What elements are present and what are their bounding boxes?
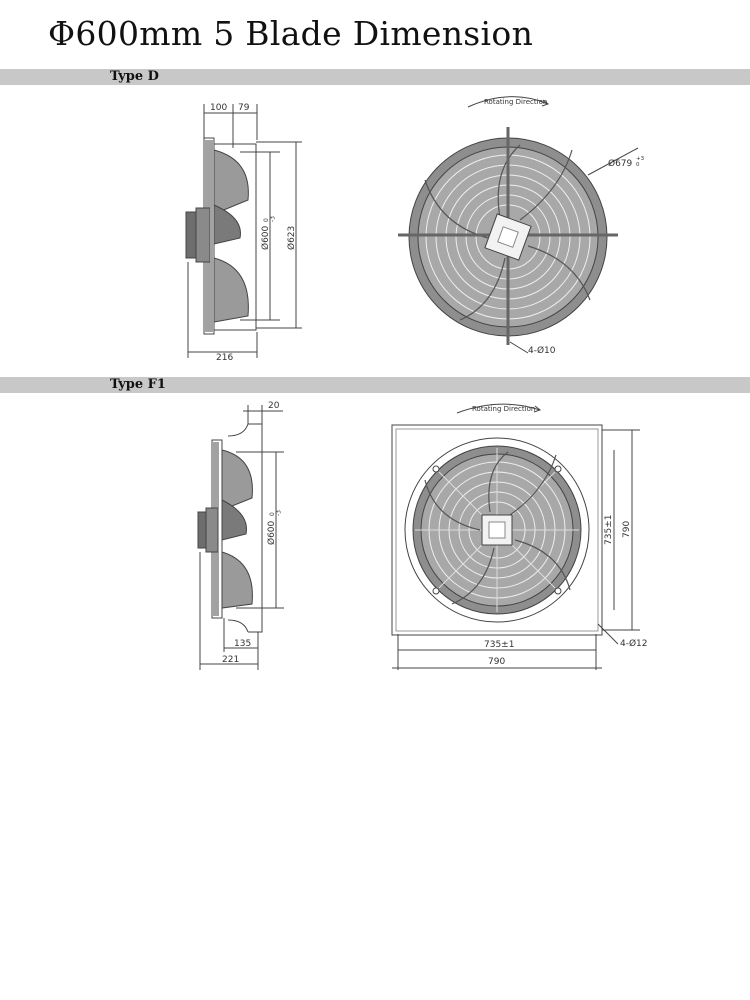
type-f1-dim-inner-h: 735±1	[484, 640, 515, 650]
type-f1-drawing	[0, 393, 750, 685]
type-d-drawing	[0, 85, 750, 377]
type-d-dim-outer-tol: +3 0	[636, 156, 645, 169]
type-d-dim-diam-a: Ø600	[261, 225, 271, 250]
type-f1-holes: 4-Ø12	[620, 639, 648, 649]
section-band-type-f1	[0, 377, 750, 393]
type-d-dim-outer: Ø679	[608, 159, 633, 169]
type-f1-front-view	[392, 404, 640, 670]
type-f1-dim-outer-v: 790	[622, 520, 632, 538]
type-d-side-view	[186, 104, 302, 358]
type-d-front-view	[398, 97, 638, 353]
type-d-holes: 4-Ø10	[528, 346, 556, 356]
type-f1-rotating-direction: Rotating Direction	[472, 405, 536, 413]
type-f1-dim-inner-v: 735±1	[604, 514, 614, 545]
type-f1-dim-outer-h: 790	[488, 657, 506, 667]
type-d-rotating-direction: Rotating Direction	[484, 98, 548, 106]
type-f1-dim-diam: Ø600	[267, 520, 277, 545]
type-d-dim-bottom: 216	[216, 353, 234, 363]
type-d-dim-diam-a-tol: 0-3	[263, 216, 277, 222]
type-f1-dim-diam-tol: 0-3	[269, 510, 283, 516]
page-title: Φ600mm 5 Blade Dimension	[48, 14, 534, 53]
type-f1-dim-top: 20	[268, 401, 280, 411]
section-label-type-d: Type D	[110, 69, 159, 84]
type-f1-dim-bottom-b: 221	[222, 655, 240, 665]
section-label-type-f1: Type F1	[110, 377, 166, 392]
type-d-dim-top-b: 79	[238, 103, 250, 113]
type-f1-dim-bottom-a: 135	[234, 639, 252, 649]
type-d-dim-top-a: 100	[210, 103, 228, 113]
type-d-dim-diam-b: Ø623	[287, 225, 297, 250]
section-band-type-d	[0, 69, 750, 85]
